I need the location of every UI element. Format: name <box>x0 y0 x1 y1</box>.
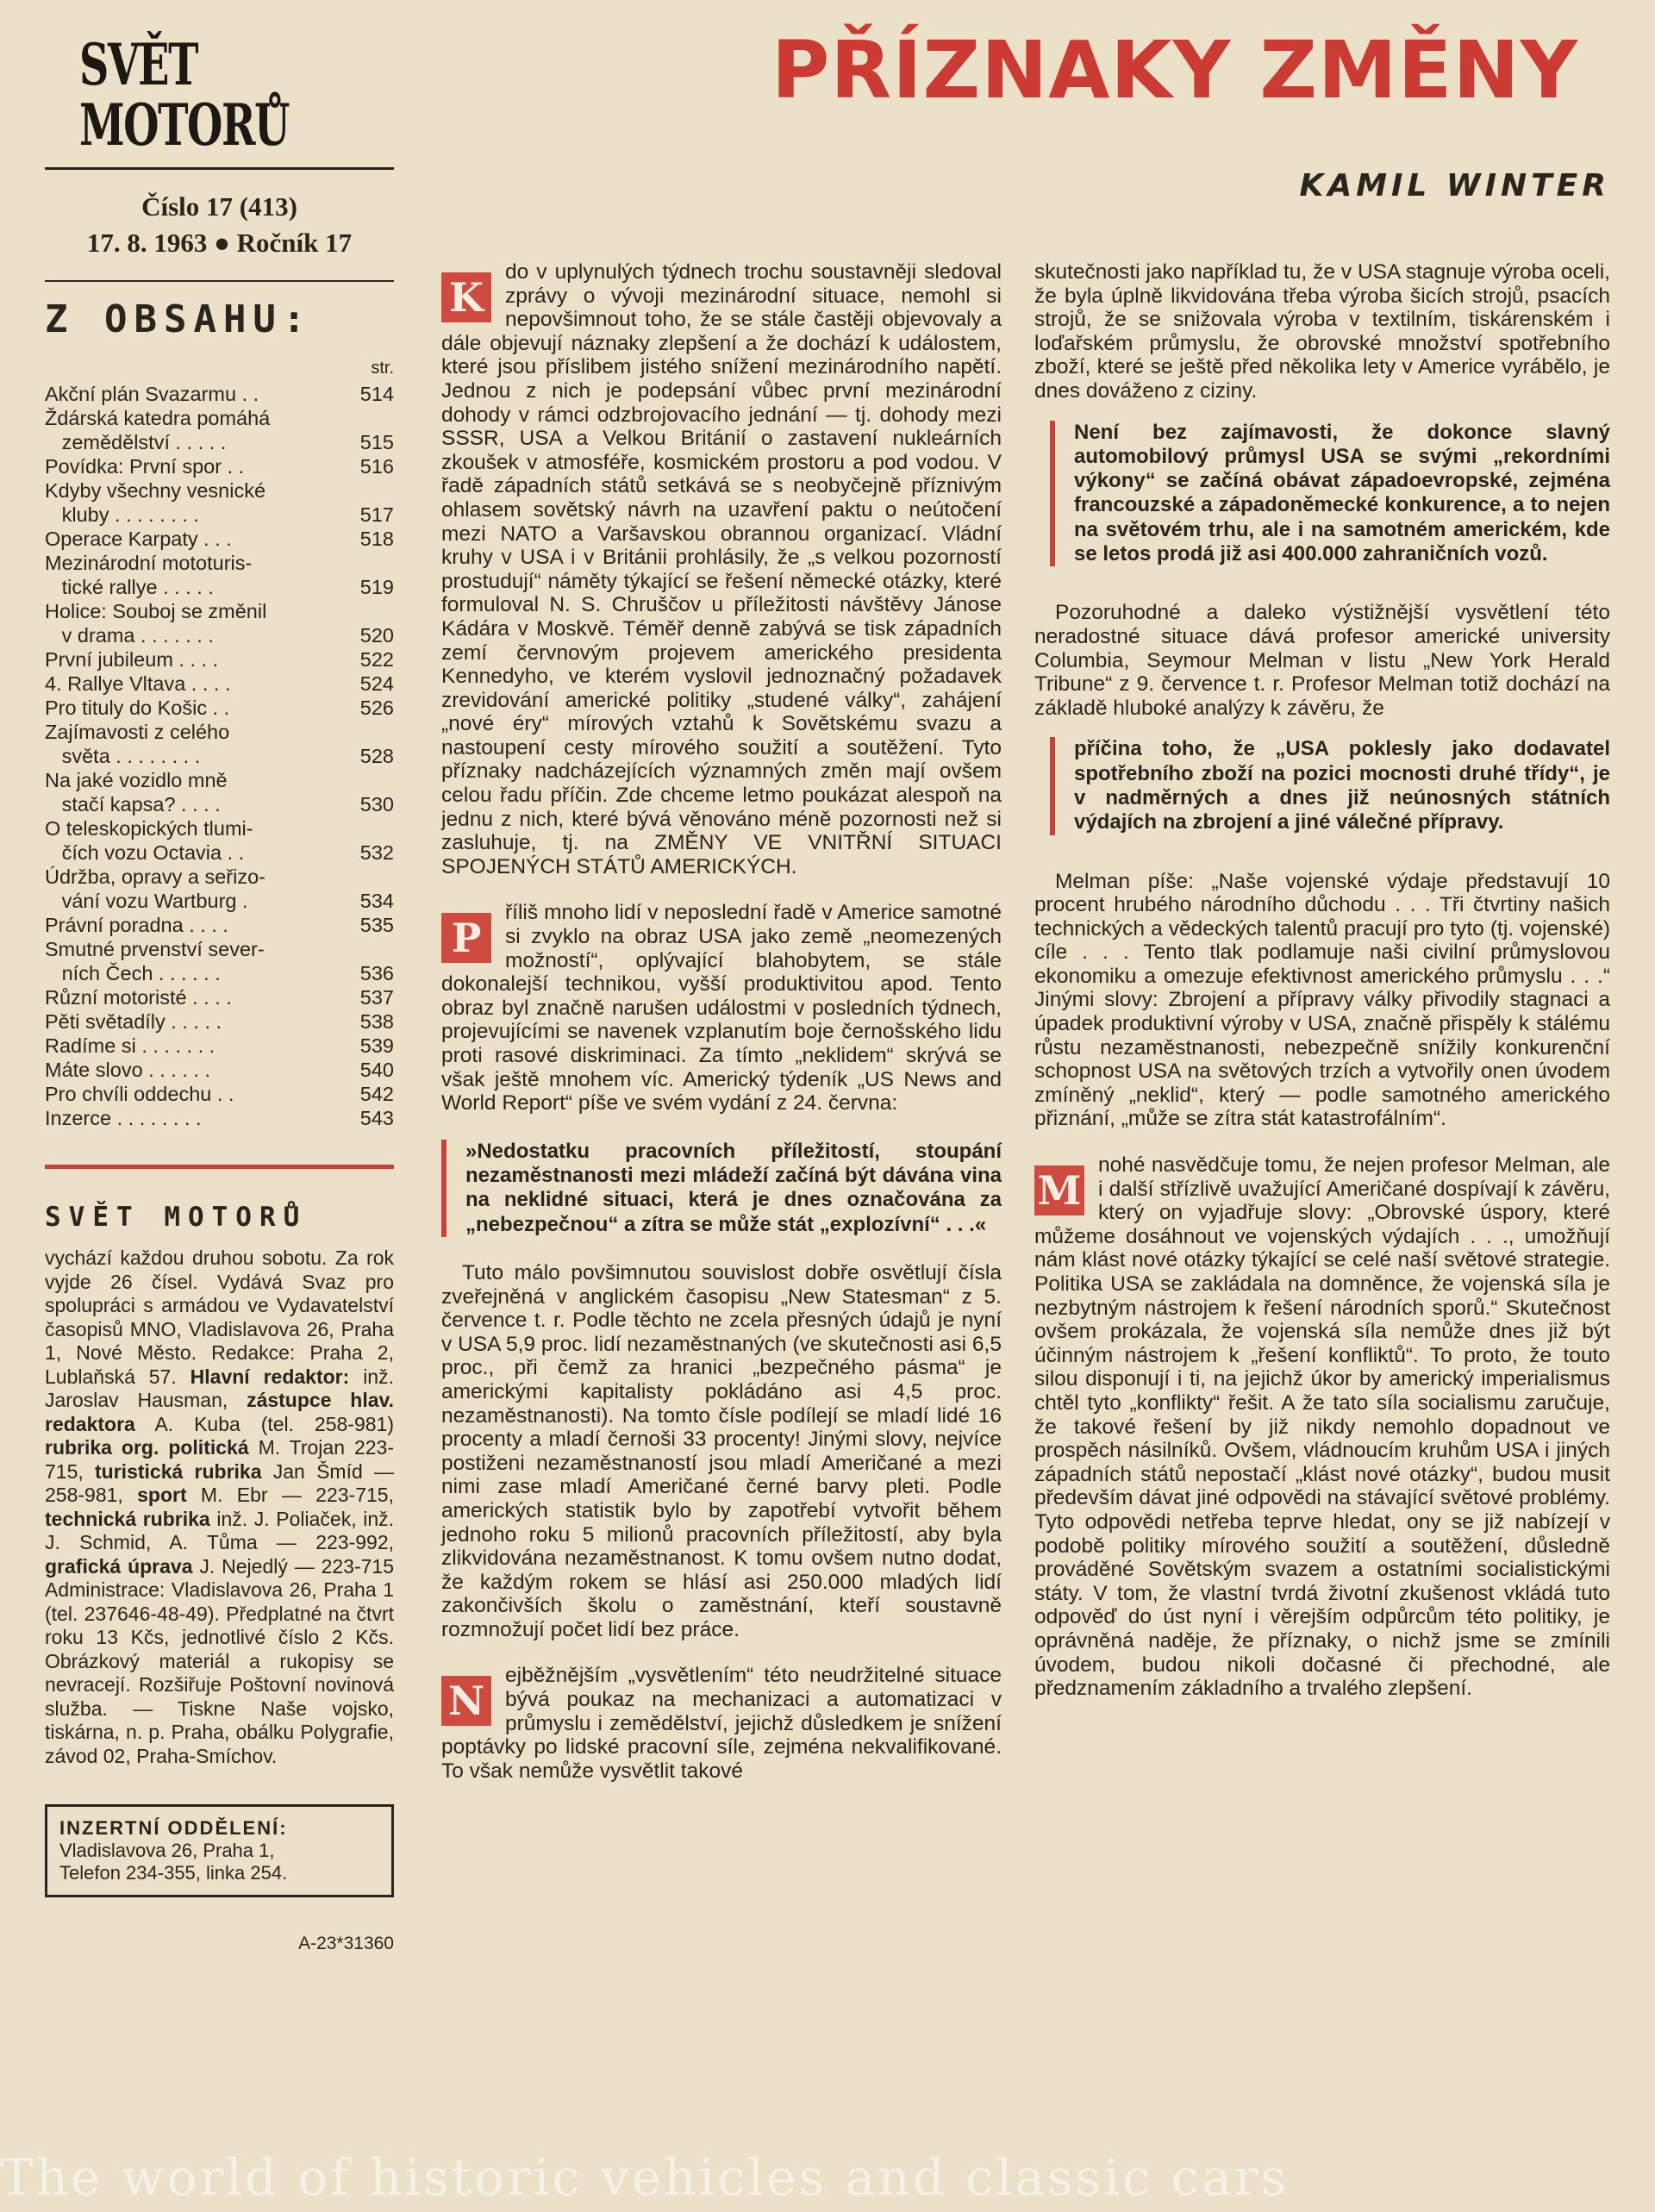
magazine-logo: SVĚT MOTORŮ <box>79 31 290 159</box>
toc-item-title: Máte slovo . . . . . . <box>45 1059 210 1081</box>
toc-item-page: 517 <box>359 503 394 526</box>
toc-item <box>45 816 394 865</box>
drop-cap: K <box>441 272 491 322</box>
divider <box>45 167 394 170</box>
ads-address: Vladislavova 26, Praha 1, <box>59 1840 275 1861</box>
toc-item-page: 538 <box>359 1010 394 1033</box>
toc-item <box>45 1082 394 1106</box>
contents-heading: Z OBSAHU: <box>45 297 313 341</box>
toc-item <box>45 937 394 985</box>
toc-item-page: 518 <box>359 528 394 550</box>
ads-department-box <box>45 1804 394 1897</box>
article-author: KAMIL WINTER <box>1299 168 1610 203</box>
toc-item-page: 526 <box>359 697 394 719</box>
left-sidebar <box>45 31 394 2172</box>
toc-item-page: 524 <box>359 672 394 695</box>
toc-item-title: První jubileum . . . . <box>45 648 219 671</box>
toc-item <box>45 865 394 913</box>
issue-number: Číslo 17 (413) <box>141 191 297 222</box>
toc-item-title: Pro chvíli oddechu . . <box>45 1083 234 1105</box>
toc-item <box>45 527 394 551</box>
toc-item <box>45 985 394 1009</box>
drop-cap: N <box>441 1676 491 1726</box>
masthead-text-part: M. Trojan 223-715, <box>45 1436 394 1483</box>
toc-item <box>45 382 394 406</box>
ads-heading: INZERTNÍ ODDĚLENÍ: <box>59 1817 288 1839</box>
table-of-contents <box>45 382 394 1130</box>
toc-item-page: 515 <box>359 431 394 453</box>
toc-item-page: 530 <box>359 793 394 815</box>
masthead-bold: turistická rubrika <box>95 1459 262 1483</box>
toc-item-page: 519 <box>359 576 394 598</box>
toc-item-title: Akční plán Svazarmu . . <box>45 383 259 405</box>
issue-info <box>45 189 394 261</box>
toc-item-title: Povídka: První spor . . <box>45 455 245 478</box>
masthead-text-part: inž. Jaroslav Hausman, <box>45 1365 394 1411</box>
toc-item-page: 534 <box>359 890 394 912</box>
paragraph <box>441 901 1002 1115</box>
masthead-text-part: A. Kuba (tel. 258-981) <box>134 1412 394 1435</box>
toc-item-page: 516 <box>359 455 394 478</box>
paragraph <box>441 260 1002 878</box>
masthead-text-part: Jan Šmíd — 258-981, <box>45 1459 394 1506</box>
masthead-bold: sport <box>137 1484 187 1506</box>
toc-item-title: Zajímavosti z celého světa . . . . . . . . <box>45 721 230 767</box>
toc-item-title: 4. Rallye Vltava . . . . <box>45 672 231 695</box>
masthead-title: SVĚT MOTORŮ <box>45 1202 308 1233</box>
masthead-text-part: vychází každou druhou sobotu. Za rok vyjde 26 čísel. Vydává Svaz pro spolupráci s armádou ve Vydavatelství časopisů MNO, Vladislavova 26, Praha 1, Nové Město. Redakce: Praha 2, Lublaňská 57. <box>45 1247 394 1388</box>
article-column-2 <box>1034 260 1610 2165</box>
toc-item-title: Inzerce . . . . . . . . <box>45 1107 202 1129</box>
toc-item <box>45 1034 394 1058</box>
toc-item-page: 535 <box>359 914 394 936</box>
paragraph-text: do v uplynulých týdnech trochu soustavněji sledoval zprávy o vývoji mezinárodní situace, nemohl si nepovšimnout toho, že se stále častěji objevovaly a dále objevují náznaky zlepšení a že dochází k událostem, které jsou příslibem jistého snížení mezinárodního napětí. Jednou z nich je podepsání vůbec první mezinárodní dohody v rámci odzbrojovacího jednání — tj. dohody mezi SSSR, USA a Velkou Británií o zastavení nukleárních zkoušek v atmosféře, kosmickém prostoru a pod vodou. V řadě západních států setkává se s neobyčejně příznivým ohlasem sovětský návrh na uzavření paktu o neútočení mezi NATO a Varšavskou obrannou organizací. Vládní kruhy v USA i v Británii prohlásily, že „s velkou pozorností prostudují“ náměty týkající se řešení německé otázky, které formuloval N. S. Chruščov u příležitosti návštěvy Jánose Kádára v Moskvě. Téměř denně zabývá se tisk západních zemí červnovým projevem amerického presidenta Kennedyho, ve kterém vyslovil jednoznačný požadavek zrevidování americké politiky „studené války“, zahájení „nové éry“ mírových vztahů k Sovětskému svazu a nastoupení cesty mírového soužití a soutěžení. Tyto příznaky nadcházejících významných změn mají ovšem celou řadu příčin. Zde chceme letmo poukázat alespoň na jednu z nich, které bývá věnováno méně pozornosti než si zasluhuje, tj. na ZMĚNY VE VNITŘNÍ SITUACI SPOJENÝCH STÁTŮ AMERICKÝCH. <box>441 260 1002 878</box>
drop-cap: M <box>1034 1165 1084 1215</box>
toc-item-page: 543 <box>359 1107 394 1129</box>
pull-quote: příčina toho, že „USA poklesly jako dodavatel spotřebního zboží na pozici mocnosti druhé třídy“, je v nadměrných a dnes již neúnosných státních výdajích na zbrojení a jiné válečné přípravy. <box>1050 737 1610 834</box>
toc-item <box>45 913 394 937</box>
drop-cap: P <box>441 913 491 963</box>
red-divider <box>45 1165 394 1169</box>
ads-phone: Telefon 234-355, linka 254. <box>59 1862 288 1884</box>
toc-item-page: 540 <box>359 1059 394 1081</box>
paragraph-text: říliš mnoho lidí v neposlední řadě v Americe samotné si zvyklo na obraz USA jako země „neomezených možností“, oplývající blahobytem, se stále dokonalejší technikou, vyšší produktivitou apod. Tento obraz byl značně narušen událostmi v posledních týdnech, projevujícími se navenek vzplanutím boje černošského lidu proti rasové diskriminaci. Za tímto „neklidem“ skrývá se však ještě mnohem víc. Americký týdeník „US News and World Report“ píše ve svém vydání z 24. června: <box>441 901 1002 1115</box>
masthead-text <box>45 1247 394 1768</box>
toc-item <box>45 551 394 599</box>
toc-item <box>45 599 394 647</box>
paragraph: Pozoruhodné a daleko výstižnější vysvětlení této neradostné situace dává profesor americké university Columbia, Seymour Melman v listu „New York Herald Tribune“ z 9. července t. r. Profesor Melman totiž dochází na základě hluboké analýzy k závěru, že <box>1034 601 1610 720</box>
masthead-bold: zástupce hlav. redaktora <box>45 1389 394 1435</box>
toc-item <box>45 1009 394 1034</box>
paragraph: Tuto málo povšimnutou souvislost dobře osvětlují čísla zveřejněná v anglickém časopisu „New Statesman“ z 5. července t. r. Podle těchto ne zcela přesných údajů je nyní v USA 5,9 proc. lidí nezaměstnaných (ve skutečnosti asi 6,5 proc., při čemž za hranici „bezpečného pásma“ je americkými kapitalisty pokládáno asi 4,5 proc. nezaměstnanosti). Na tomto čísle podílejí se mladí lidé 16 procenty a mladí černoši 33 procenty! Jinými slovy, nejvíce postiženi nezaměstnaností jsou mladí Američané a mezi nimi zase mladí Američané černé barvy pleti. Podle amerických statistik bylo by zapotřebí vytvořit během jednoho roku 5 milionů pracovních příležitostí, aby byla zlikvidována nezaměstnanost. K tomu ovšem nutno dodat, že každým rokem se hlásí asi 250.000 mladých lidí zakončivších školu o zaměstnání, kteří soustavně rozmnožují počet lidí bez práce. <box>441 1260 1002 1641</box>
masthead-bold: rubrika org. politická <box>45 1436 249 1459</box>
toc-item-title: Údržba, opravy a seřizo- vání vozu Wartburg . <box>45 865 265 912</box>
toc-item <box>45 696 394 720</box>
masthead-bold: Hlavní redaktor: <box>190 1365 350 1388</box>
pull-quote: »Nedostatku pracovních příležitostí, stoupání nezaměstnanosti mezi mládeží začíná být dávána vina na neklidné situaci, která je dnes označována za „nebezpečnou“ a zítra se může stát „explozívní“ . . .« <box>441 1140 1002 1237</box>
toc-item-page: 520 <box>359 624 394 647</box>
toc-item <box>45 768 394 816</box>
toc-item-title: Smutné prvenství sever- ních Čech . . . . . . <box>45 938 265 984</box>
toc-item-title: Ždárská katedra pomáhá zemědělství . . . . . <box>45 407 271 453</box>
toc-item <box>45 1058 394 1082</box>
toc-item-title: Na jaké vozidlo mně stačí kapsa? . . . . <box>45 769 228 815</box>
toc-item-title: Pro tituly do Košic . . <box>45 697 230 719</box>
toc-item-page: 532 <box>359 841 394 864</box>
masthead-text-part: inž. J. Poliaček, inž. J. Schmid, A. Tůma — 223-992, <box>45 1507 394 1553</box>
toc-item-page: 537 <box>359 986 394 1009</box>
paragraph-text: nohé nasvědčuje tomu, že nejen profesor Melman, ale i další střízlivě uvažující Američané dospívají k závěru, který on vyjadřuje slovy: „Obrovské úspory, které můžeme dosáhnout ve vojenských výdajích . . ., umožňují nám klást nové otázky týkající se celé naší světové strategie. Politika USA se zakládala na domněnce, že vojenská síla je nezbytným nástrojem k řešení národních sporů.“ Skutečnost ovšem prokázala, že vojenská síla nemůže dnes již být účinným nástrojem k „řešení konfliktů“. To proto, že touto silou disponují i ti, na jejichž úkor by americký imperialismus chtěl tyto „konflikty“ řešit. A že tato síla socialismu zaručuje, že takové řešení by již nikdy nemohlo dopadnout ve prospěch násilníků. Ovšem, vládnoucím kruhům USA i jiných západních států nepostačí „klást nové otázky“, budou musit především dávat jiné odpovědi na stávající světové problémy. Tyto odpovědi netřeba teprve hledat, ony se již nabízejí v podobě politiky mírového soužití a soutěžení, důsledně prováděné Sovětským svazem a ostatními socialistickými státy. V tom, že vlastní tvrdá životní zkušenost vkládá tuto odpověď do úst nyní i věrejším odpůrcům této politiky, je oprávněná naděje, že příznaky, o nichž jsme se zmínili úvodem, budou nikoli dočasné či přechodné, ale předznamením základního a trvalého zlepšení. <box>1034 1153 1610 1701</box>
toc-item <box>45 647 394 672</box>
paragraph: skutečnosti jako například tu, že v USA stagnuje výroba oceli, že byla úplně likvidována třeba výroba šicích strojů, psacích strojů, že se snižovala výroba v textilním, tiskárenském i loďařském průmyslu, že obrovské množství spotřebního zboží, které se ještě před několika lety v Americe vyrábělo, je dnes dováženo z ciziny. <box>1034 260 1610 403</box>
toc-item-page: 514 <box>359 383 394 405</box>
paragraph <box>1034 1153 1610 1701</box>
toc-item-page: 542 <box>359 1083 394 1105</box>
masthead-text-part: J. Nejedlý — 223-715 Administrace: Vladislavova 26, Praha 1 (tel. 237646-48-49). Předplatné na čtvrt roku 13 Kčs, jednotlivé číslo 2 Kčs. Obrázkový materiál a rukopisy se nevracejí. Rozšiřuje Poštovní novinová služba. — Tiskne Naše vojsko, tiskárna, n. p. Praha, obálku Polygrafie, závod 02, Praha-Smíchov. <box>45 1554 394 1767</box>
toc-item-title: Kdyby všechny vesnické kluby . . . . . . . . <box>45 479 266 526</box>
page-column-label: str. <box>371 359 394 378</box>
toc-item <box>45 406 394 454</box>
masthead-bold: grafická úprava <box>45 1554 193 1578</box>
toc-item-page: 536 <box>359 962 394 984</box>
paragraph: Melman píše: „Naše vojenské výdaje představují 10 procent hrubého národního důchodu . . . Tři čtvrtiny našich technických a vědeckých talentů pracují pro tyto (tj. vojenské) cíle . . . Tento tlak podlamuje naši civilní průmyslovou ekonomiku a omezuje efektivnost amerického průmyslu . . .“ Jinými slovy: Zbrojení a přípravy války přivodily stagnaci a úpadek produktivní výroby v USA, značně přispěly k stálému růstu nezaměstnanosti, nebezpečně snížily konkurenční schopnost USA na světových trzích a vytvořily onen úvodem zmíněný „neklid“, který — podle samotného amerického přiznání, „může se zítra stát katastrofálním“. <box>1034 869 1610 1131</box>
masthead-bold: technická rubrika <box>45 1507 210 1530</box>
toc-item-title: Různí motoristé . . . . <box>45 986 232 1009</box>
article-title: PŘÍZNAKY ZMĚNY <box>771 24 1579 116</box>
pull-quote: Není bez zajímavosti, že dokonce slavný automobilový průmysl USA se svými „rekordními výkony“ se začíná obávat západoevropské, zejména francouzské a západoněmecké konkurence, a to nejen na světovém trhu, ale i na samotném americkém, kde se letos prodá již asi 400.000 zahraničních vozů. <box>1050 421 1610 567</box>
paragraph <box>441 1664 1002 1783</box>
masthead-text-part: M. Ebr — 223-715, <box>186 1484 394 1506</box>
toc-item-page: 539 <box>359 1034 394 1057</box>
toc-item-title: Právní poradna . . . . <box>45 914 228 936</box>
toc-item <box>45 672 394 696</box>
toc-item <box>45 720 394 768</box>
toc-item-page: 528 <box>359 745 394 767</box>
article-column-1 <box>441 260 1002 2165</box>
watermark-text: The world of historic vehicles and classic cars <box>0 2148 1290 2207</box>
divider <box>45 280 394 282</box>
issue-date: 17. 8. 1963 ● Ročník 17 <box>86 228 353 258</box>
print-code: A-23*31360 <box>298 1934 394 1953</box>
toc-item <box>45 478 394 527</box>
toc-item-title: Pěti světadíly . . . . . <box>45 1010 222 1033</box>
toc-item-page: 522 <box>359 648 394 671</box>
toc-item-title: Radíme si . . . . . . . <box>45 1034 215 1057</box>
toc-item <box>45 1106 394 1130</box>
toc-item-title: Operace Karpaty . . . <box>45 528 232 550</box>
toc-item <box>45 454 394 478</box>
toc-item-title: Mezinárodní mototuris- tické rallye . . . . . <box>45 552 253 598</box>
paragraph-text: ejběžnějším „vysvětlením“ této neudržitelné situace bývá poukaz na mechanizaci a automatizaci v průmyslu i zemědělství, jejichž důsledkem je snížení poptávky po lidské pracovní síle, zejména nekvalifikované. To však nemůže vysvětlit takové <box>441 1664 1002 1783</box>
toc-item-title: O teleskopických tlumi- čích vozu Octavia . . <box>45 817 253 864</box>
toc-item-title: Holice: Souboj se změnil v drama . . . . . . . <box>45 600 267 647</box>
